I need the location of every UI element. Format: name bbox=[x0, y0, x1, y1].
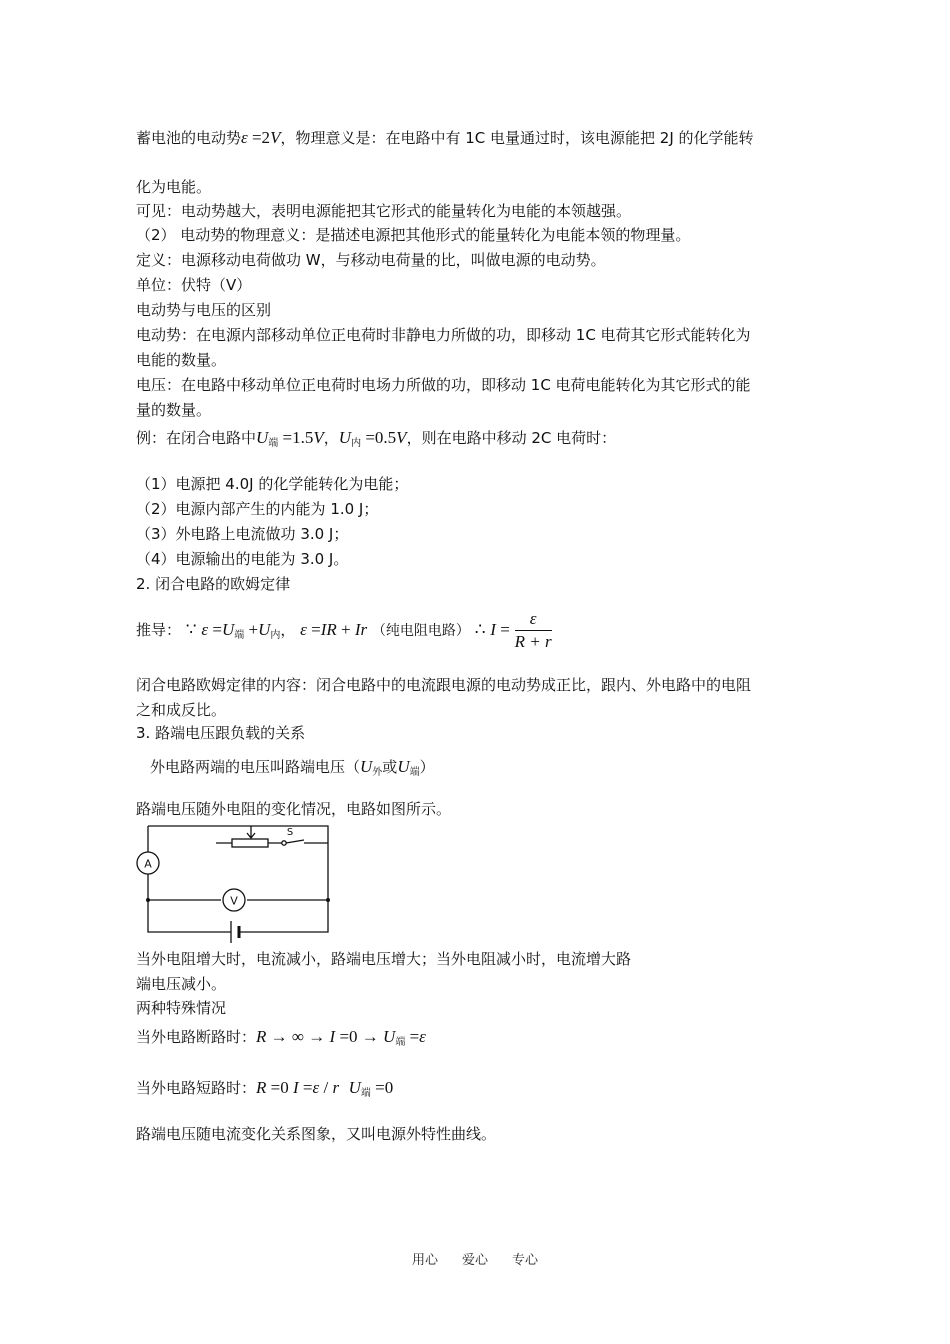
fraction-denominator: R + r bbox=[514, 632, 552, 651]
math-u: U bbox=[258, 620, 271, 639]
fraction bbox=[515, 608, 552, 653]
text: 推导： bbox=[136, 621, 182, 639]
math-r: R bbox=[256, 1078, 267, 1097]
math-plus: + bbox=[244, 620, 259, 639]
switch-label: S bbox=[286, 827, 294, 838]
math-u: U bbox=[256, 428, 269, 447]
math-epsilon: ε bbox=[312, 1078, 320, 1097]
math-because: ∵ bbox=[185, 620, 197, 639]
text: 例：在闭合电路中 bbox=[136, 429, 257, 447]
paragraph: 路端电压随电流变化关系图象，又叫电源外特性曲线。 bbox=[136, 1125, 497, 1143]
list-item: （1）电源把 4.0J 的化学能转化为电能； bbox=[136, 475, 409, 493]
math-u: U bbox=[360, 757, 373, 776]
math-r-small: r bbox=[332, 1078, 340, 1097]
rheostat-slider bbox=[247, 826, 255, 838]
math-sub: 内 bbox=[270, 630, 281, 641]
math-slash: / bbox=[319, 1078, 333, 1097]
text: 外电路两端的电压叫路端电压（ bbox=[150, 758, 361, 776]
junction bbox=[146, 898, 150, 902]
rheostat bbox=[232, 839, 268, 847]
page-footer bbox=[0, 1249, 950, 1268]
math-epsilon: ε bbox=[241, 128, 248, 147]
math-unit: V bbox=[270, 128, 281, 147]
switch-contact bbox=[282, 841, 286, 845]
math-epsilon: ε bbox=[300, 620, 307, 639]
math-value: =2 bbox=[247, 128, 271, 147]
terminal-voltage-line bbox=[150, 757, 435, 783]
math-eq: =0 bbox=[335, 1027, 362, 1046]
math-eq: =0 bbox=[370, 1078, 394, 1097]
math-u: U bbox=[338, 428, 352, 447]
text: ， bbox=[323, 429, 339, 447]
math-u: U bbox=[383, 1027, 396, 1046]
voltmeter-label: V bbox=[230, 894, 238, 908]
paragraph: 电压：在电路中移动单位正电荷时电场力所做的功，即移动 1C 电荷电能转化为其它形式的能 bbox=[136, 376, 751, 394]
math-sub: 内 bbox=[351, 438, 362, 449]
math-plus: + bbox=[336, 620, 355, 639]
text: 蓄电池的电动势 bbox=[136, 129, 242, 147]
junction bbox=[326, 898, 330, 902]
math-therefore: ∴ bbox=[474, 620, 486, 639]
section-heading: 2. 闭合电路的欧姆定律 bbox=[136, 575, 291, 593]
text: 或 bbox=[382, 758, 398, 776]
footer-text: 爱心 bbox=[461, 1253, 488, 1268]
ammeter-label: A bbox=[144, 857, 152, 871]
math-u: U bbox=[221, 620, 235, 639]
math-u: U bbox=[397, 757, 410, 776]
math-epsilon: ε bbox=[419, 1027, 426, 1046]
list-item: （2）电源内部产生的内能为 1.0 J； bbox=[136, 500, 379, 518]
derivation-line bbox=[136, 600, 552, 666]
math-value: =1.5 bbox=[278, 428, 314, 447]
paragraph: 电能的数量。 bbox=[136, 351, 227, 369]
paragraph: 电动势：在电源内部移动单位正电荷时非静电力所做的功，即移动 1C 电荷其它形式能转化为 bbox=[136, 326, 751, 344]
paragraph: 闭合电路欧姆定律的内容：闭合电路中的电流跟电源的电动势成正比，跟内、外电路中的电阻 bbox=[136, 676, 752, 694]
text: ，则在电路中移动 2C 电荷时： bbox=[406, 429, 617, 447]
math-sub: 端 bbox=[409, 767, 420, 778]
section-heading: 电动势与电压的区别 bbox=[136, 301, 272, 319]
paragraph: 定义：电源移动电荷做功 W，与移动电荷量的比，叫做电源的电动势。 bbox=[136, 251, 606, 269]
math-epsilon: ε bbox=[201, 620, 209, 639]
math-sub: 端 bbox=[268, 438, 279, 449]
paragraph: 单位：伏特（V） bbox=[136, 276, 252, 294]
paragraph: （2） 电动势的物理意义：是描述电源把其他形式的能量转化为电能本领的物理量。 bbox=[136, 226, 691, 244]
math-arrow: → ∞ → bbox=[266, 1027, 330, 1046]
math-eq: = bbox=[495, 620, 510, 639]
math-unit: V bbox=[313, 428, 324, 447]
example-line bbox=[136, 428, 616, 454]
math-ir-small: Ir bbox=[354, 620, 368, 639]
math-i: I bbox=[329, 1027, 336, 1046]
short-circuit-line bbox=[136, 1078, 393, 1104]
list-item: （3）外电路上电流做功 3.0 J； bbox=[136, 525, 349, 543]
paragraph: 当外电阻增大时，电流减小，路端电压增大；当外电阻减小时，电流增大路 bbox=[136, 950, 632, 968]
math-i: I bbox=[490, 620, 496, 639]
math-sub: 端 bbox=[360, 1088, 371, 1099]
math-sub: 端 bbox=[234, 630, 245, 641]
paragraph: 量的数量。 bbox=[136, 401, 212, 419]
math-arrow: → bbox=[361, 1027, 384, 1046]
footer-text: 专心 bbox=[512, 1253, 539, 1268]
text: 当外电路短路时： bbox=[136, 1079, 257, 1097]
emf-example-line bbox=[136, 128, 754, 148]
text: ，物理意义是：在电路中有 1C 电量通过时，该电源能把 2J 的化学能转 bbox=[280, 129, 754, 147]
fraction-numerator: ε bbox=[515, 608, 552, 631]
text: ） bbox=[419, 758, 435, 776]
math-sub: 外 bbox=[372, 767, 383, 778]
math-eq: = bbox=[405, 1027, 420, 1046]
paragraph: 路端电压随外电阻的变化情况，电路如图所示。 bbox=[136, 800, 452, 818]
math-unit: V bbox=[396, 428, 407, 447]
math-eq: = bbox=[208, 620, 222, 639]
math-sub: 端 bbox=[395, 1037, 406, 1048]
open-circuit-line bbox=[136, 1027, 426, 1053]
footer-text: 用心 bbox=[411, 1253, 438, 1268]
math-i: I bbox=[293, 1078, 299, 1097]
note: （纯电阻电路） bbox=[371, 623, 470, 639]
math-u: U bbox=[348, 1078, 361, 1097]
math-eq: =0 bbox=[266, 1078, 293, 1097]
math-eq: = bbox=[298, 1078, 313, 1097]
paragraph: 之和成反比。 bbox=[136, 701, 227, 719]
paragraph: 化为电能。 bbox=[136, 178, 212, 196]
section-heading: 3. 路端电压跟负载的关系 bbox=[136, 724, 306, 742]
paragraph: 可见：电动势越大，表明电源能把其它形式的能量转化为电能的本领越强。 bbox=[136, 202, 632, 220]
paragraph: 端电压减小。 bbox=[136, 975, 227, 993]
circuit-diagram bbox=[136, 822, 336, 944]
text: 当外电路断路时： bbox=[136, 1028, 257, 1046]
math-eq: = bbox=[306, 620, 321, 639]
math-r: R bbox=[256, 1027, 267, 1046]
math-value: =0.5 bbox=[361, 428, 397, 447]
list-item: （4）电源输出的电能为 3.0 J。 bbox=[136, 550, 349, 568]
switch-blade bbox=[286, 840, 328, 843]
paragraph: 两种特殊情况 bbox=[136, 999, 227, 1017]
math-ir: IR bbox=[320, 620, 337, 639]
text: ， bbox=[280, 621, 296, 639]
